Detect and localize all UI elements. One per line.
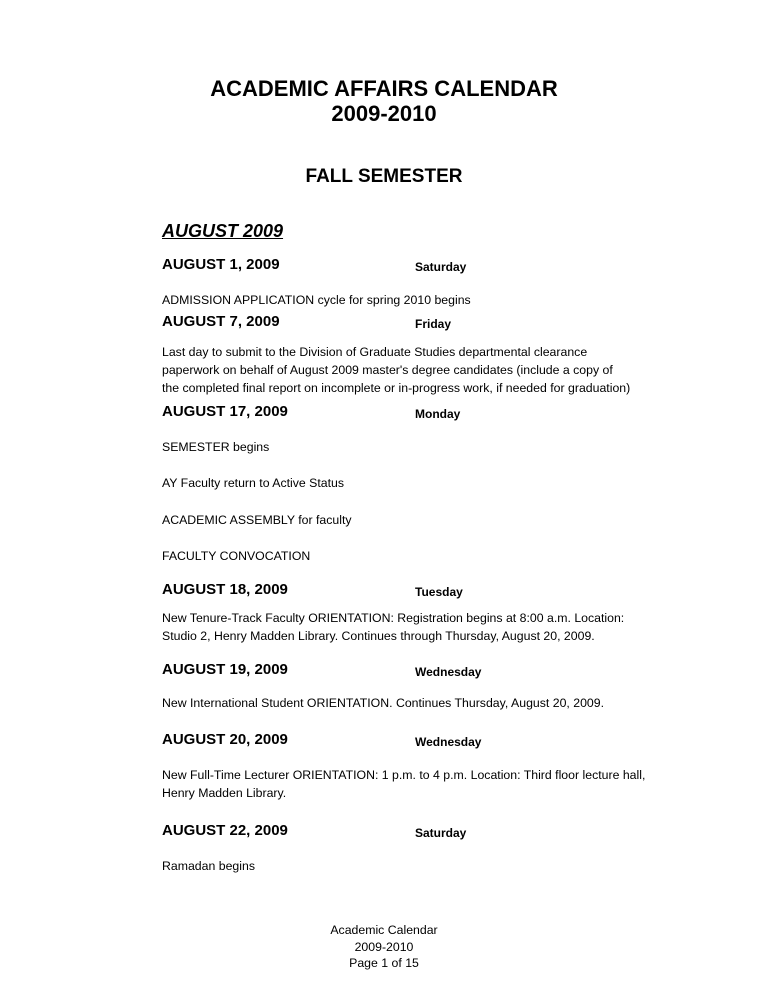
month-heading: AUGUST 2009: [162, 221, 284, 241]
entry-item: New International Student ORIENTATION. Continues Thursday, August 20, 2009.: [162, 696, 605, 710]
document-title: [0, 76, 768, 126]
entry-item: FACULTY CONVOCATION: [162, 549, 311, 563]
entry-date: AUGUST 19, 2009: [162, 661, 288, 678]
entry-day: Tuesday: [415, 585, 463, 599]
entry-day: Monday: [415, 407, 461, 421]
entry-date: AUGUST 7, 2009: [162, 313, 280, 330]
entry-date: AUGUST 22, 2009: [162, 822, 288, 839]
footer-page-number: Page 1 of 15: [349, 956, 419, 970]
entry-date: AUGUST 17, 2009: [162, 403, 288, 420]
entry-day: Saturday: [415, 826, 467, 840]
semester-heading: FALL SEMESTER: [305, 166, 463, 187]
entry-item: SEMESTER begins: [162, 440, 270, 454]
entry-day: Friday: [415, 317, 452, 331]
footer-line-2: 2009-2010: [354, 939, 414, 954]
entry-item: AY Faculty return to Active Status: [162, 476, 345, 490]
entry-item: ACADEMIC ASSEMBLY for faculty: [162, 513, 352, 527]
entry-day: Wednesday: [415, 665, 482, 679]
entry-item: Ramadan begins: [162, 859, 255, 873]
entry-item: ADMISSION APPLICATION cycle for spring 2010 begins: [162, 293, 471, 307]
entry-day: Wednesday: [415, 735, 482, 749]
entry-date: AUGUST 20, 2009: [162, 731, 288, 748]
entry-date: AUGUST 18, 2009: [162, 581, 288, 598]
entry-date: AUGUST 1, 2009: [162, 256, 280, 273]
title-line-1: ACADEMIC AFFAIRS CALENDAR: [210, 76, 558, 101]
footer-line-1: Academic Calendar: [330, 923, 438, 937]
entry-item: New Full-Time Lecturer ORIENTATION: 1 p.m. to 4 p.m. Location: Third floor lecture hall, Henry Madden Library.: [162, 768, 646, 800]
entry-item: Last day to submit to the Division of Graduate Studies departmental clearance paperwork on behalf of August 2009 master's degree candidates (include a copy of the completed final report on incomplete or in-progress work, if needed for graduation): [162, 345, 631, 395]
entry-day: Saturday: [415, 260, 467, 274]
title-line-2: 2009-2010: [331, 101, 437, 126]
entry-item: New Tenure-Track Faculty ORIENTATION: Registration begins at 8:00 a.m. Location: Studio 2, Henry Madden Library. Continues through Thursday, August 20, 2009.: [162, 611, 625, 643]
page-footer: [0, 922, 768, 972]
